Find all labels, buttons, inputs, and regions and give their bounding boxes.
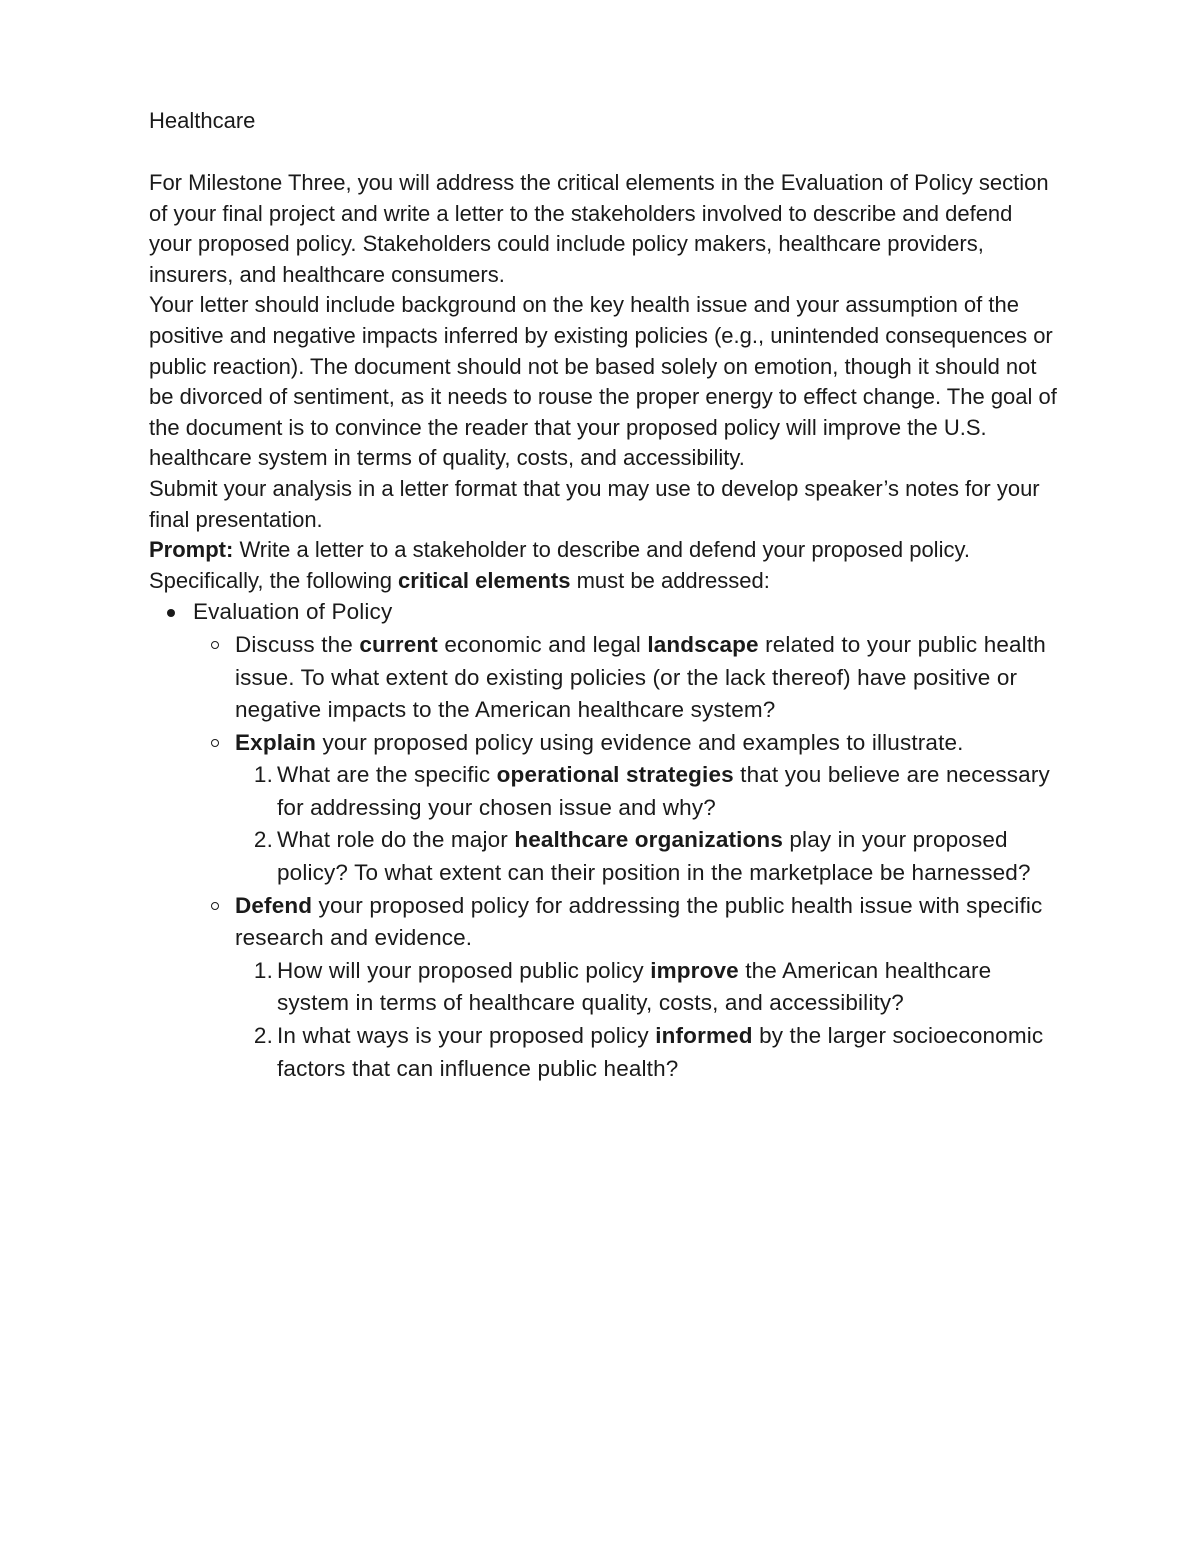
list-number: 1.	[253, 957, 273, 983]
critical-elements-emphasis: critical elements	[398, 567, 571, 593]
text-run: economic and legal	[437, 631, 648, 657]
text-run: How will your proposed public policy	[277, 957, 651, 983]
bullet-dot-icon	[167, 609, 175, 617]
specifically-lead: Specifically, the following	[149, 567, 399, 593]
document-page	[149, 106, 1059, 1085]
emphasis-informed: informed	[655, 1023, 753, 1049]
emphasis-landscape: landscape	[647, 631, 759, 657]
list-item-informed	[253, 1020, 1059, 1085]
bullet-ring-icon	[211, 739, 219, 747]
defend-questions	[235, 955, 1059, 1085]
text-run: that you believe are necessary for addressing your chosen issue and why?	[277, 762, 1050, 820]
text-run: related to your public health issue. To what extent do existing policies (or the lack thereof) have positive or negative impacts to the American healthcare system?	[235, 631, 1046, 723]
list-number: 2.	[253, 827, 273, 853]
submit-paragraph: Submit your analysis in a letter format that you may use to develop speaker’s notes for your final presentation.	[149, 475, 1040, 532]
text-run: by the larger socioeconomic factors that can influence public health?	[277, 1023, 1044, 1081]
text-run: play in your proposed policy? To what extent can their position in the marketplace be harnessed?	[277, 827, 1031, 886]
list-item-defend-policy	[235, 890, 1059, 1086]
prompt-text: Write a letter to a stakeholder to describe and defend your proposed policy.	[233, 537, 970, 563]
prompt-label: Prompt:	[149, 537, 234, 563]
text-run: your proposed policy using evidence and examples to illustrate.	[316, 729, 964, 755]
discuss-text	[235, 632, 1046, 722]
critical-elements-list	[149, 596, 1059, 1085]
emphasis-current: current	[359, 631, 438, 657]
bullet-ring-icon	[211, 641, 219, 649]
section-label: Evaluation of Policy	[193, 599, 393, 625]
emphasis-explain: Explain	[235, 729, 317, 755]
list-item-explain-policy	[235, 727, 1059, 890]
specifically-paragraph	[149, 566, 1059, 597]
text-run: the American healthcare system in terms of healthcare quality, costs, and accessibility?	[277, 957, 992, 1016]
explain-questions	[235, 759, 1059, 889]
text-run: What role do the major	[277, 827, 515, 853]
list-item-improve	[253, 955, 1059, 1020]
emphasis-improve: improve	[650, 957, 739, 983]
letter-guidance-paragraph: Your letter should include background on the key health issue and your assumption of the positive and negative impacts inferred by existing policies (e.g., unintended consequences or public reaction). The document should not be based solely on emotion, though it should not be divorced of sentiment, as it needs to rouse the proper energy to effect change. The goal of the document is to convince the reader that your proposed policy will improve the U.S. healthcare system in terms of quality, costs, and accessibility.	[149, 292, 1057, 471]
text-run: What are the specific	[277, 762, 497, 788]
document-title: Healthcare	[149, 108, 256, 133]
list-number: 2.	[253, 1023, 273, 1049]
explain-text	[235, 730, 964, 755]
defend-text	[235, 893, 1042, 951]
list-item-operational-strategies	[253, 759, 1059, 824]
text-run: your proposed policy for addressing the public health issue with specific research and evidence.	[235, 892, 1043, 951]
prompt-paragraph	[149, 535, 1059, 566]
intro-paragraph: For Milestone Three, you will address the critical elements in the Evaluation of Policy section of your final project and write a letter to the stakeholders involved to describe and defend your proposed policy. Stakeholders could include policy makers, healthcare providers, insurers, and healthcare consumers.	[149, 170, 1049, 287]
list-item-healthcare-organizations	[253, 824, 1059, 889]
evaluation-subitems	[193, 629, 1059, 1085]
specifically-tail: must be addressed:	[570, 567, 770, 593]
emphasis-defend: Defend	[235, 892, 313, 918]
list-item-discuss-landscape	[235, 629, 1059, 727]
emphasis-healthcare-organizations: healthcare organizations	[514, 827, 783, 853]
list-item-evaluation-of-policy	[193, 596, 1059, 1085]
emphasis-operational-strategies: operational strategies	[496, 762, 734, 788]
bullet-ring-icon	[211, 902, 219, 910]
list-number: 1.	[253, 762, 273, 788]
text-run: In what ways is your proposed policy	[277, 1023, 656, 1049]
text-run: Discuss the	[235, 631, 360, 657]
